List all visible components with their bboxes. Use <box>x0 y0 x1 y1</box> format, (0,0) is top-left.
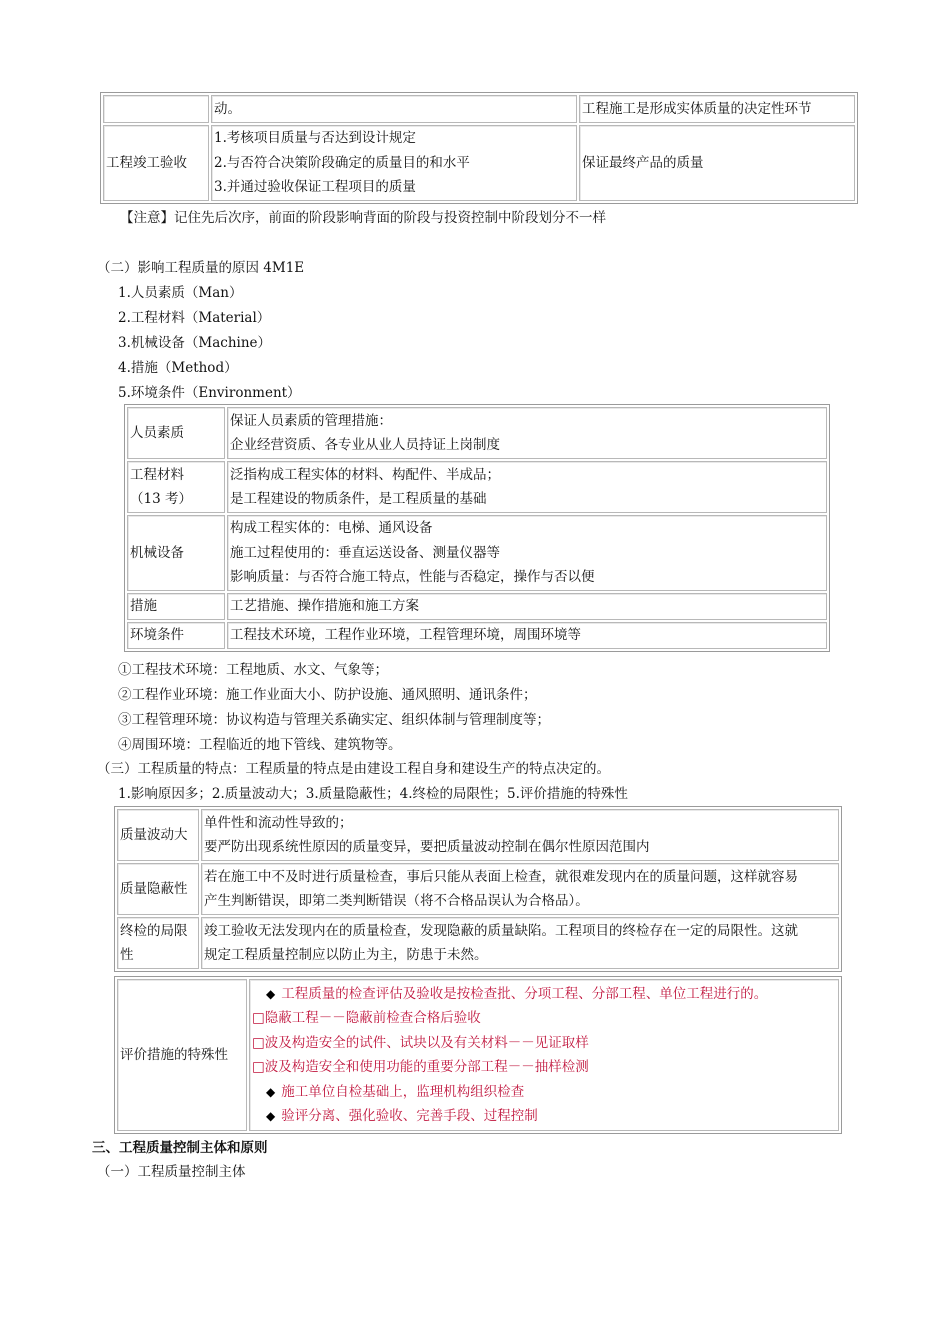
evaluation-table <box>114 976 842 1134</box>
note-text: 【注意】记住先后次序，前面的阶段影响背面的阶段与投资控制中阶段划分不一样 <box>120 210 606 226</box>
section3-heading: （三）工程质量的特点：工程质量的特点是由建设工程自身和建设生产的特点决定的。 <box>97 761 610 777</box>
factor-item: 3.机械设备（Machine） <box>118 335 272 351</box>
table-row <box>117 809 839 861</box>
table-row <box>103 95 855 123</box>
result-cell: 工程施工是形成实体质量的决定性环节 <box>579 95 855 123</box>
factor-name-cell: 机械设备 <box>127 515 225 591</box>
env-note: ②工程作业环境：施工作业面大小、防护设施、通风照明、通讯条件； <box>118 687 537 703</box>
factor-item: 2.工程材料（Material） <box>118 310 271 326</box>
section2-heading: （二）影响工程质量的原因 4M1E <box>97 260 305 276</box>
env-note: ③工程管理环境：协议构造与管理关系确实定、组织体制与管理制度等； <box>118 712 550 728</box>
env-note: ①工程技术环境：工程地质、水文、气象等； <box>118 662 388 678</box>
characteristic-table <box>114 806 842 972</box>
factor-desc-cell: 工艺措施、操作措施和施工方案 <box>227 593 827 620</box>
env-note: ④周围环境：工程临近的地下管线、建筑物等。 <box>118 737 402 753</box>
content-cell: 1.考核项目质量与否达到设计规定 2.与否符合决策阶段确定的质量目的和水平 3.并通过验收保证工程项目的质量 <box>211 125 577 201</box>
char-name-cell: 终检的局限 性 <box>117 917 199 969</box>
char-desc-cell: 若在施工中不及时进行质量检查，事后只能从表面上检查，就很难发现内在的质量问题，这样就容易 产生判断错误，即第二类判断错误（将不合格品误认为合格品）。 <box>201 863 839 915</box>
char-name-cell: 质量波动大 <box>117 809 199 861</box>
table-row <box>127 593 827 620</box>
stage-cell: 工程竣工验收 <box>103 125 209 201</box>
part3-subheading: （一）工程质量控制主体 <box>97 1164 246 1180</box>
factor-desc-cell: 泛指构成工程实体的材料、构配件、半成品； 是工程建设的物质条件，是工程质量的基础 <box>227 461 827 513</box>
diamond-bullet-icon: ◆ <box>266 986 276 1001</box>
table-row <box>127 407 827 459</box>
factor-table <box>124 404 830 652</box>
factor-item: 4.措施（Method） <box>118 360 238 376</box>
table-row <box>103 125 855 201</box>
factor-item: 1.人员素质（Man） <box>118 285 243 301</box>
factor-desc-cell: 构成工程实体的：电梯、通风设备 施工过程使用的：垂直运送设备、测量仪器等 影响质量：与否符合施工特点，性能与否稳定，操作与否以便 <box>227 515 827 591</box>
char-name-cell: 质量隐蔽性 <box>117 863 199 915</box>
char-desc-cell: 竣工验收无法发现内在的质量检查，发现隐蔽的质量缺陷。工程项目的终检存在一定的局限性。这就 规定工程质量控制应以防止为主，防患于未然。 <box>201 917 839 969</box>
factor-name-cell: 措施 <box>127 593 225 620</box>
diamond-bullet-icon: ◆ <box>266 1109 276 1123</box>
table-row <box>127 461 827 513</box>
section3-summary: 1.影响原因多；2.质量波动大；3.质量隐蔽性；4.终检的局限性；5.评价措施的特殊性 <box>118 786 628 802</box>
result-cell: 保证最终产品的质量 <box>579 125 855 201</box>
table-row <box>127 515 827 591</box>
part3-heading: 三、工程质量控制主体和原则 <box>92 1140 268 1156</box>
table-row <box>117 979 839 1131</box>
factor-item: 5.环境条件（Environment） <box>118 385 301 401</box>
table-row <box>127 622 827 649</box>
stage-cell <box>103 95 209 123</box>
eval-name-cell: 评价措施的特殊性 <box>117 979 247 1131</box>
content-cell: 动。 <box>211 95 577 123</box>
factor-name-cell: 人员素质 <box>127 407 225 459</box>
factor-desc-cell: 保证人员素质的管理措施： 企业经营资质、各专业从业人员持证上岗制度 <box>227 407 827 459</box>
factor-name-cell: 环境条件 <box>127 622 225 649</box>
char-desc-cell: 单件性和流动性导致的； 要严防出现系统性原因的质量变异，要把质量波动控制在偶尔性原因范围内 <box>201 809 839 861</box>
factor-desc-cell: 工程技术环境，工程作业环境，工程管理环境，周围环境等 <box>227 622 827 649</box>
stage-table <box>100 92 858 204</box>
table-row <box>117 917 839 969</box>
eval-desc-cell: ◆ 工程质量的检查评估及验收是按检查批、分项工程、分部工程、单位工程进行的。 □隐蔽工程－－隐蔽前检查合格后验收 □波及构造安全的试件、试块以及有关材料－－见证取样 □波及构造安全和使用功能的重要分部工程－－抽样检测 ◆ 施工单位自检基础上，监理机构组织检查 ◆ 验评分离、强化验收、完善手段、过程控制 <box>249 979 839 1131</box>
diamond-bullet-icon: ◆ <box>266 1084 276 1099</box>
table-row <box>117 863 839 915</box>
factor-name-cell: 工程材料 （13 考） <box>127 461 225 513</box>
